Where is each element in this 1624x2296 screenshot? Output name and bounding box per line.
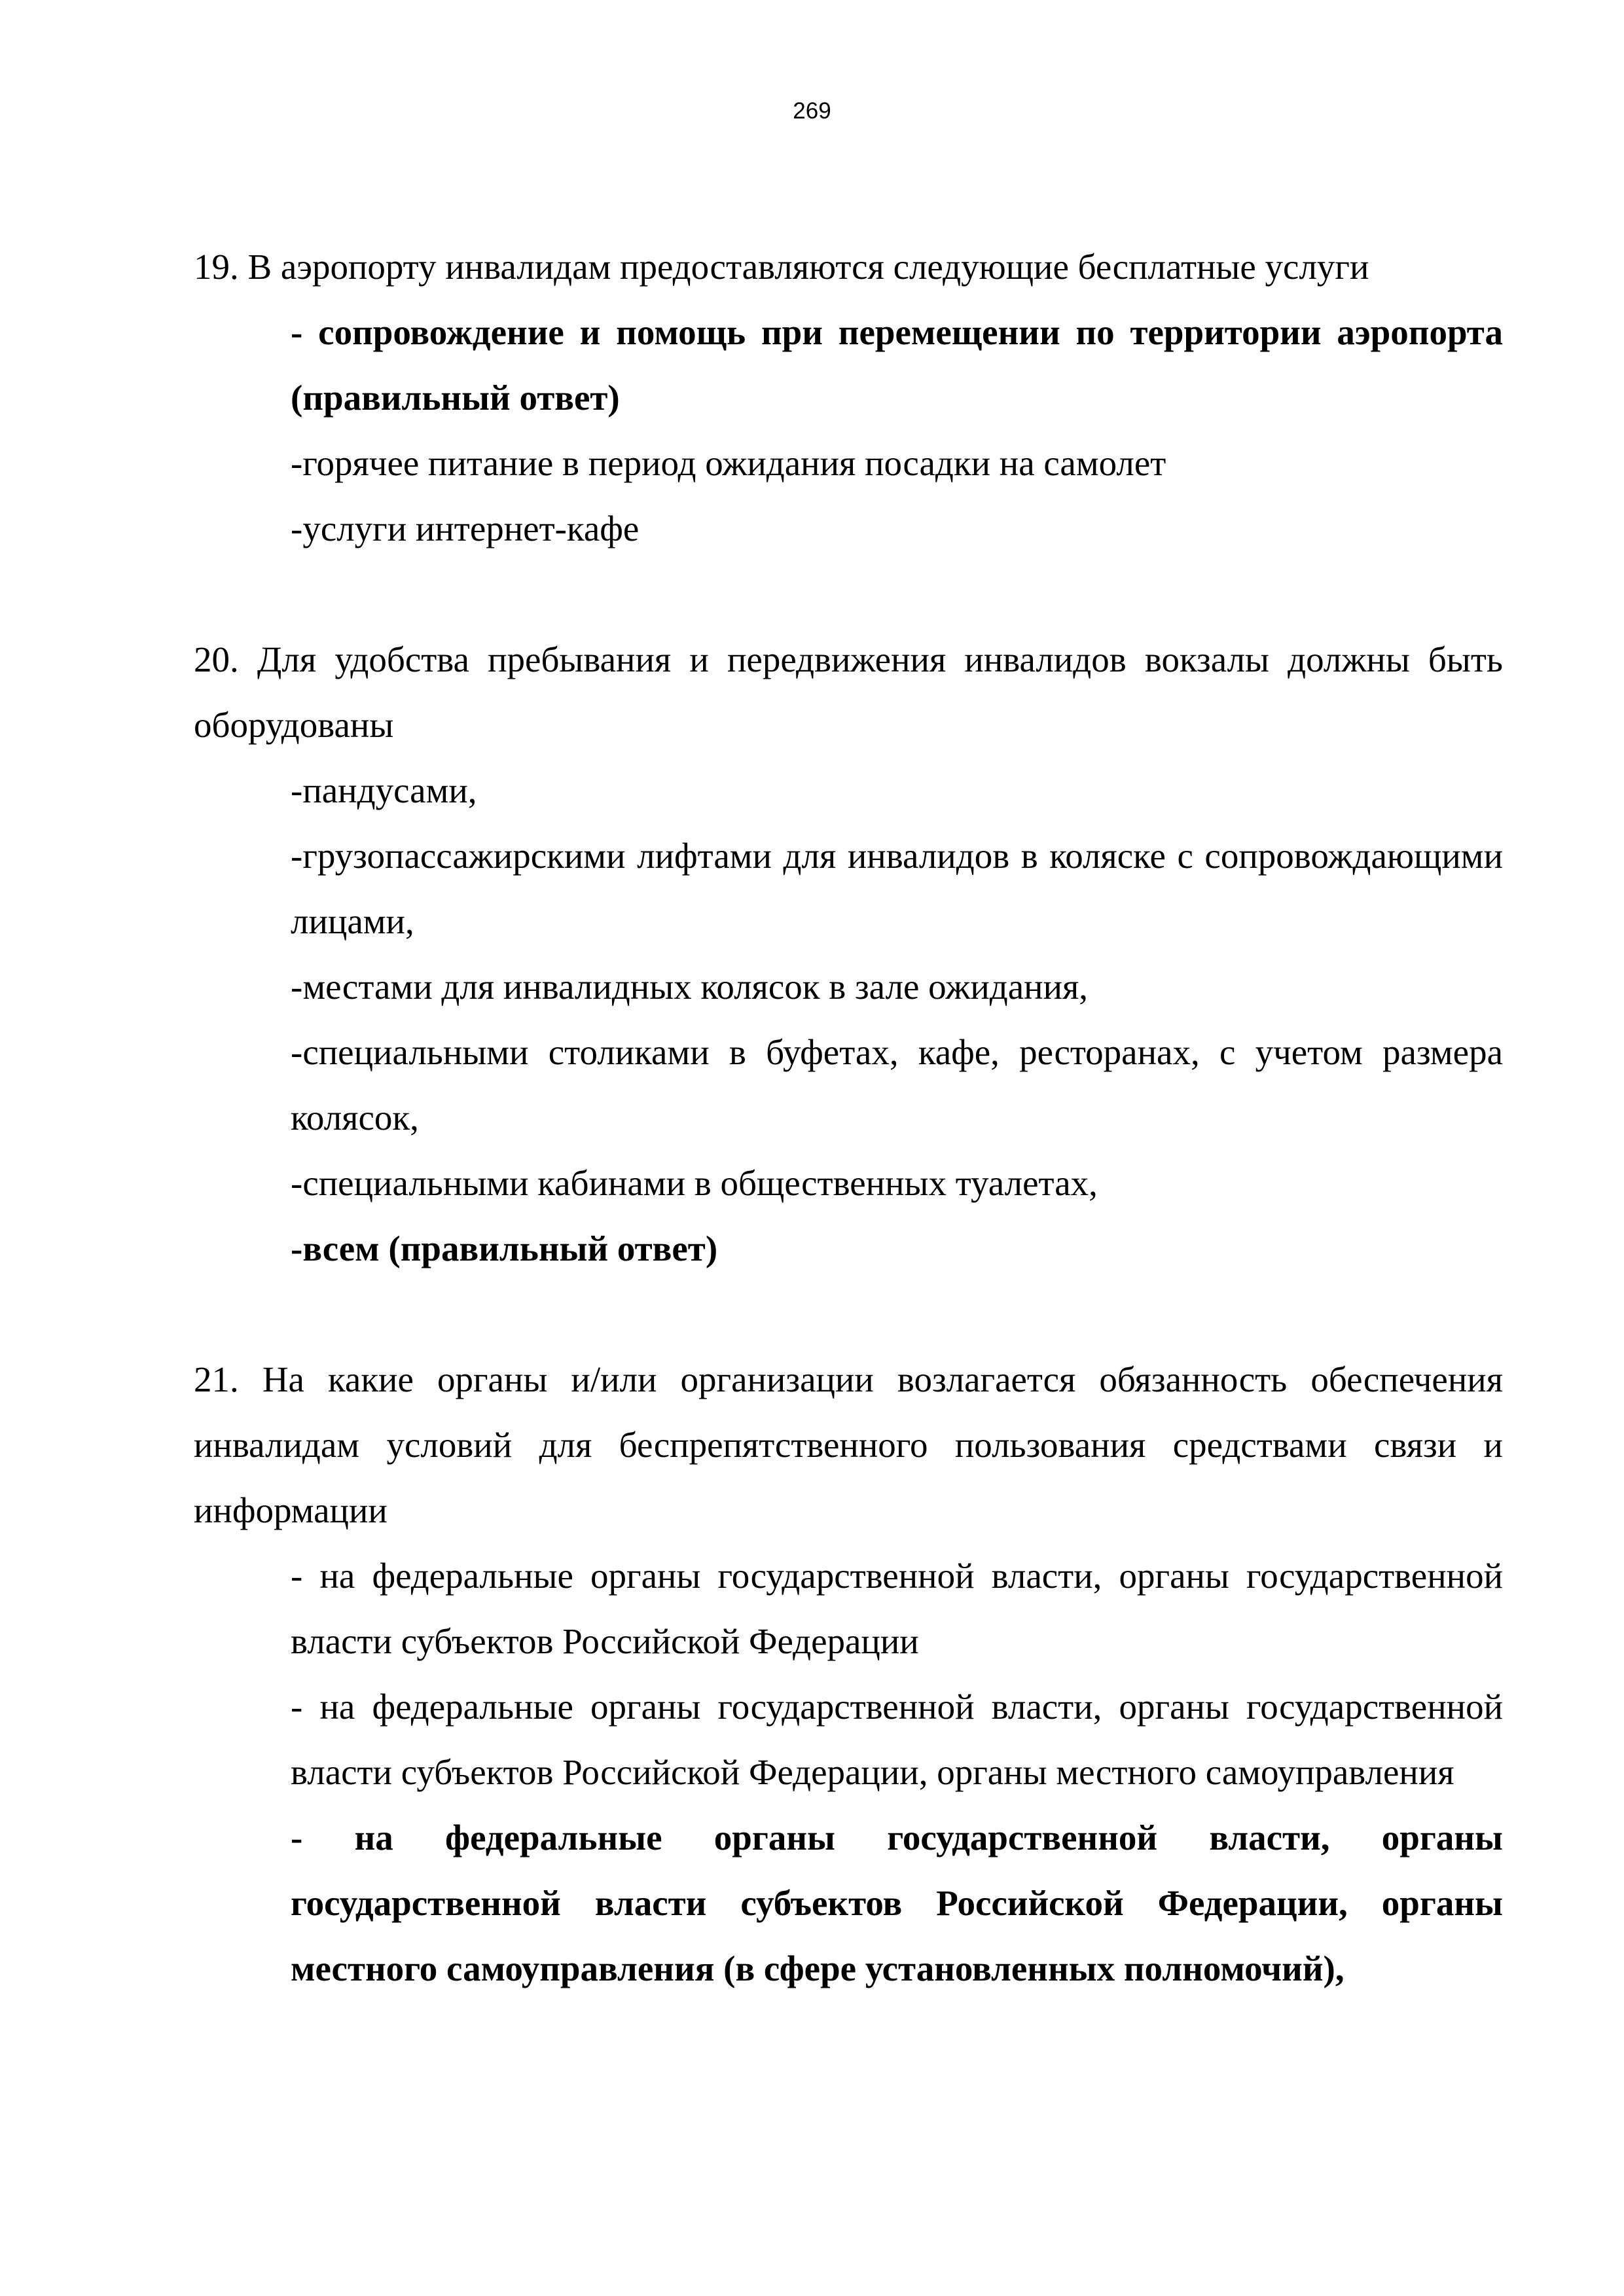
answer-option: -специальными столиками в буфетах, кафе, ресторанах, с учетом размера колясок, bbox=[291, 1032, 1503, 1138]
answer-option-correct: - на федеральные органы государственной власти, органы государственной власти субъектов Российской Федерации, органы местного самоуправления (в сфере установленных полномочий), bbox=[291, 1818, 1503, 1988]
block-spacer bbox=[194, 1282, 1503, 1347]
question-block-20 bbox=[194, 627, 1503, 1282]
question-block-19 bbox=[194, 234, 1503, 562]
question-text: 19. В аэропорту инвалидам предоставляются следующие бесплатные услуги bbox=[194, 247, 1369, 287]
answer-option: - на федеральные органы государственной власти, органы государственной власти субъектов Российской Федерации bbox=[291, 1556, 1503, 1661]
answer-option-correct: - сопровождение и помощь при перемещении по территории аэропорта (правильный ответ) bbox=[291, 312, 1503, 418]
answer-option: -услуги интернет-кафе bbox=[291, 509, 640, 548]
answer-option: -местами для инвалидных колясок в зале ожидания, bbox=[291, 967, 1089, 1007]
question-text: 21. На какие органы и/или организации возлагается обязанность обеспечения инвалидам условий для беспрепятственного пользования средствами связи и информации bbox=[194, 1359, 1503, 1530]
question-text: 20. Для удобства пребывания и передвижения инвалидов вокзалы должны быть оборудованы bbox=[194, 639, 1503, 745]
answer-option: -пандусами, bbox=[291, 770, 477, 810]
answer-option: -специальными кабинами в общественных туалетах, bbox=[291, 1163, 1098, 1203]
question-block-21 bbox=[194, 1347, 1503, 2001]
answer-option-correct: -всем (правильный ответ) bbox=[291, 1229, 718, 1268]
block-spacer bbox=[194, 562, 1503, 627]
page-number: 269 bbox=[793, 98, 831, 124]
answer-option: -грузопассажирскими лифтами для инвалидов в коляске с сопровождающими лицами, bbox=[291, 836, 1503, 941]
answer-option: -горячее питание в период ожидания посадки на самолет bbox=[291, 443, 1166, 483]
document-body bbox=[194, 234, 1503, 2001]
answer-option: - на федеральные органы государственной власти, органы государственной власти субъектов Российской Федерации, органы местного самоуправления bbox=[291, 1687, 1503, 1792]
